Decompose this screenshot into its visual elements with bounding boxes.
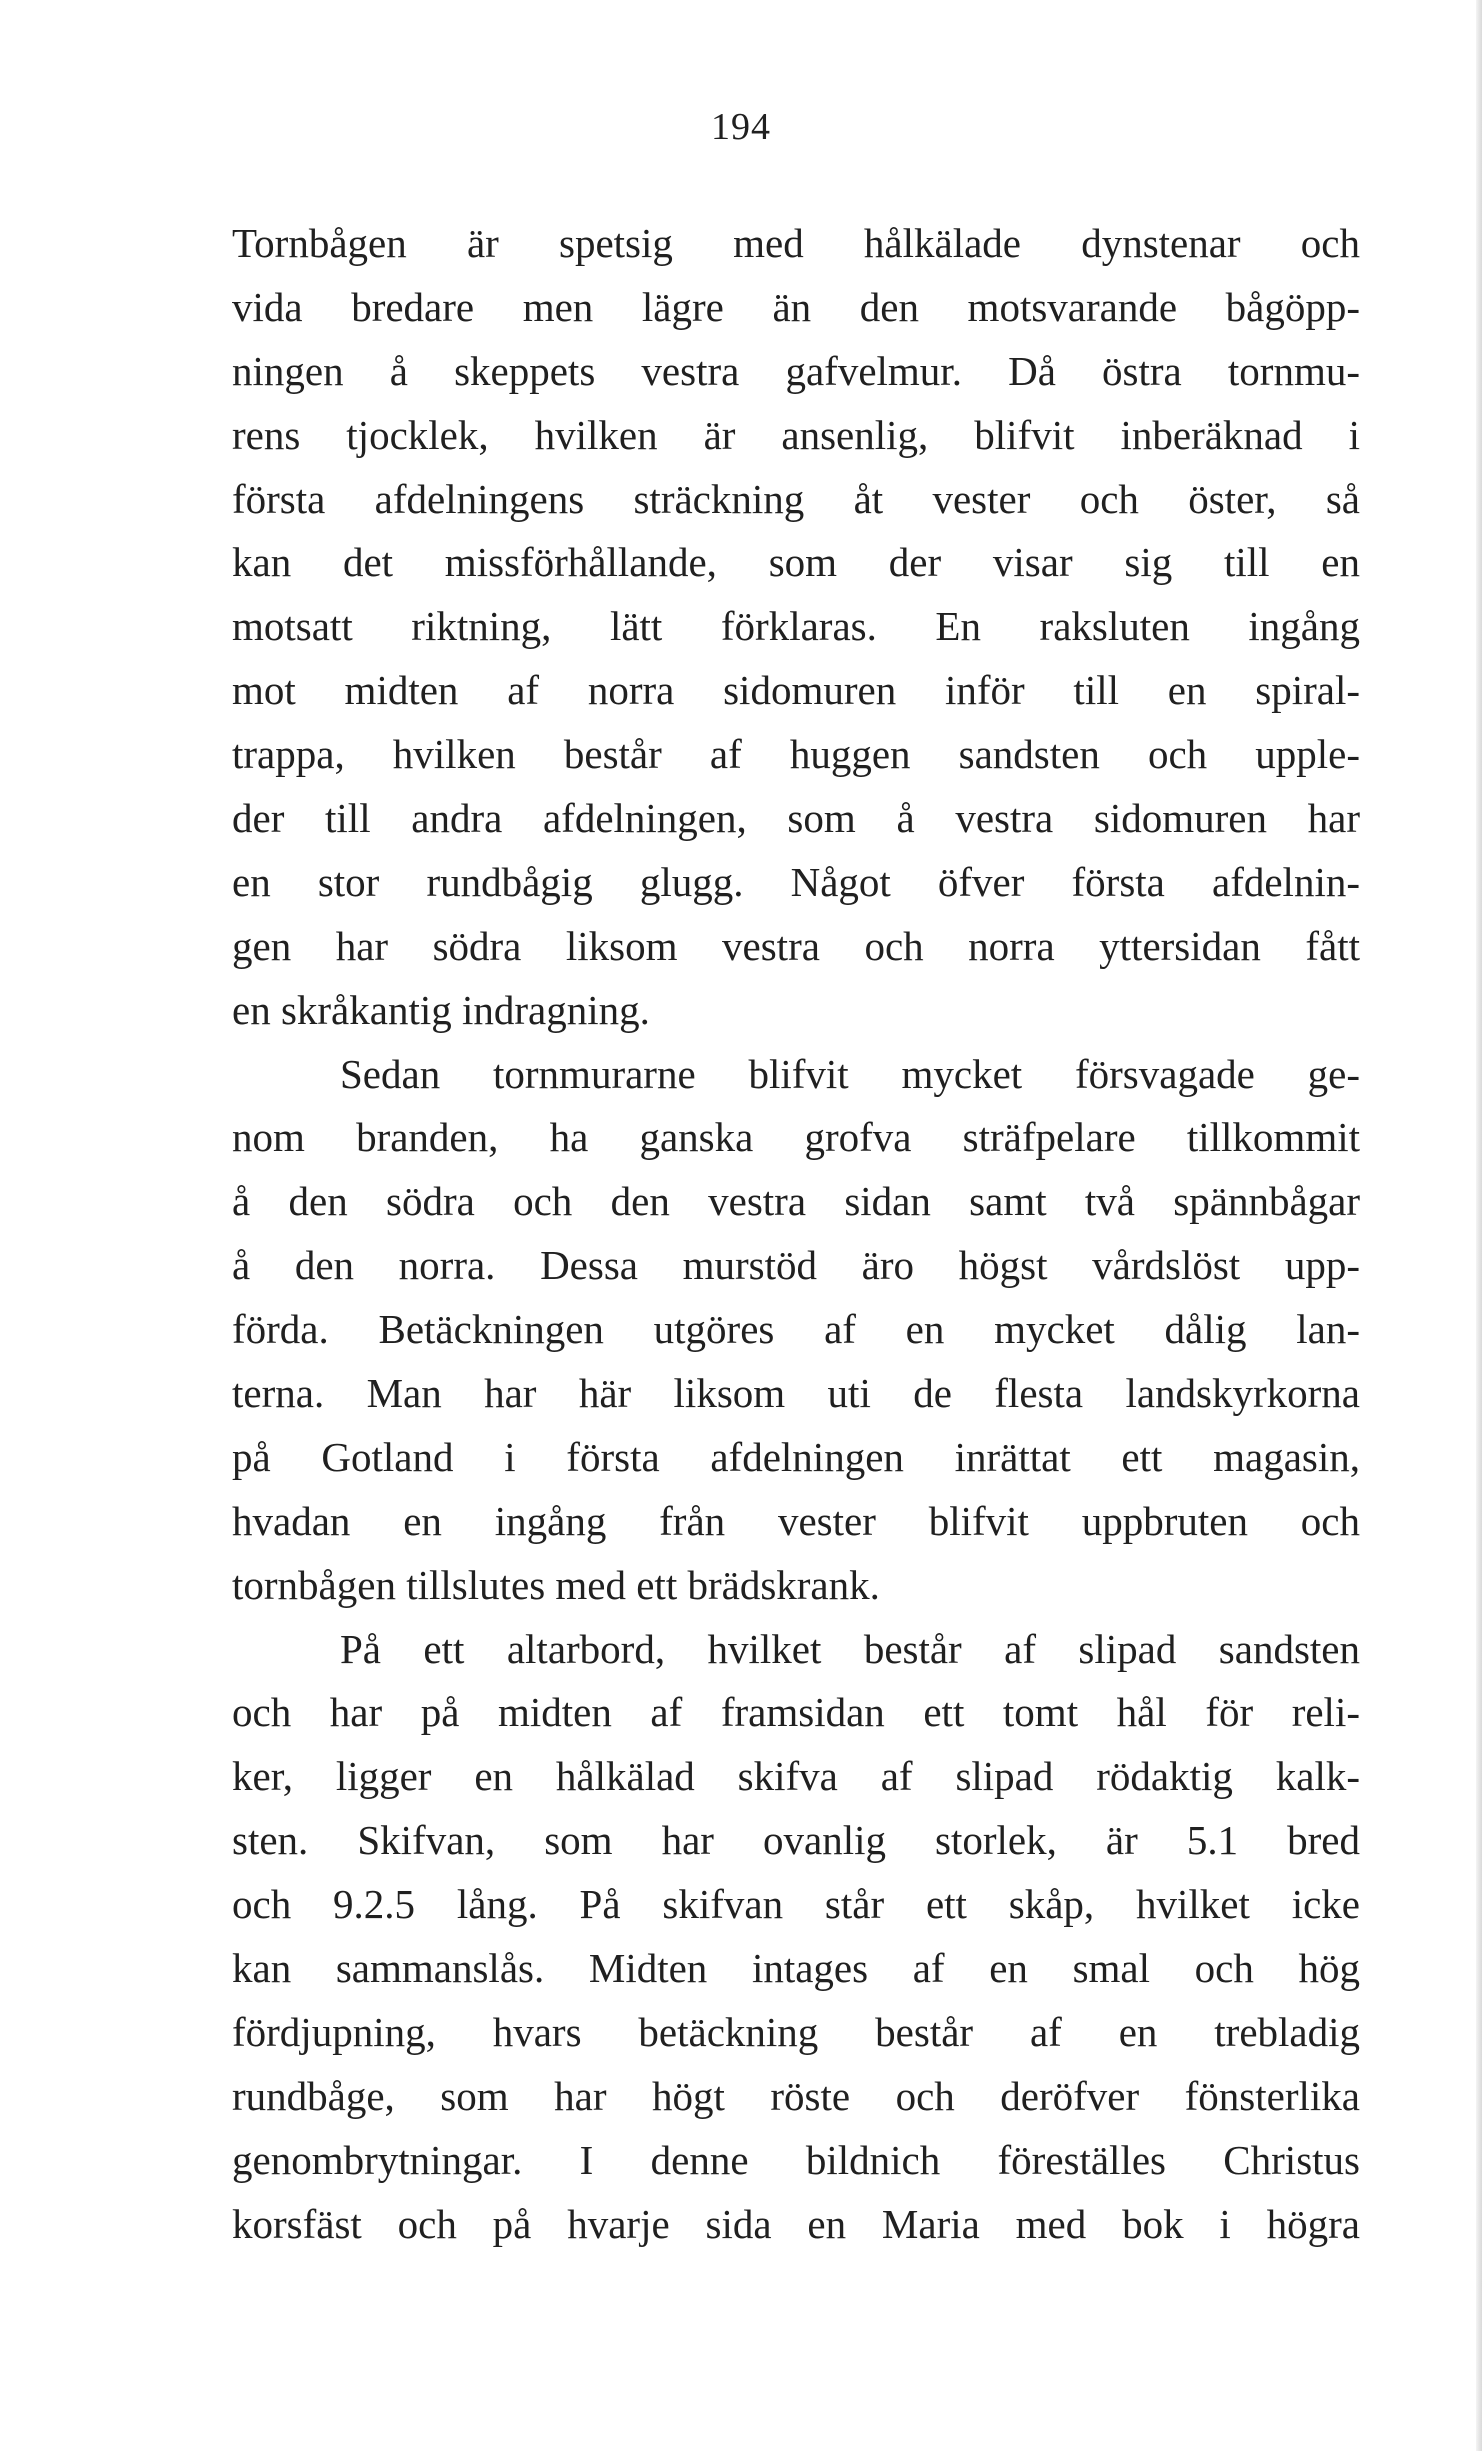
page-edge-shadow (1476, 0, 1482, 2451)
text-line: der till andra afdelningen, som å vestra sidomuren har (232, 795, 1360, 842)
text-line: gen har södra liksom vestra och norra yttersidan fått (232, 922, 1360, 969)
text-line: Sedan tornmurarne blifvit mycket försvagade ge- (340, 1050, 1360, 1097)
text-line: en skråkantig indragning. (232, 986, 650, 1033)
text-line: nom branden, ha ganska grofva sträfpelare tillkommit (232, 1114, 1360, 1161)
text-line: på Gotland i första afdelningen inrättat ett magasin, (232, 1433, 1360, 1480)
text-line: å den norra. Dessa murstöd äro högst vårdslöst upp- (232, 1242, 1360, 1289)
text-line: mot midten af norra sidomuren inför till en spiral- (232, 667, 1360, 714)
text-line: en stor rundbågig glugg. Något öfver första afdelnin- (232, 858, 1360, 905)
text-line: tornbågen tillslutes med ett brädskrank. (232, 1561, 880, 1608)
text-line: ker, ligger en hålkälad skifva af slipad rödaktig kalk- (232, 1753, 1360, 1800)
text-line: terna. Man har här liksom uti de flesta landskyrkorna (232, 1370, 1360, 1417)
text-line: fördjupning, hvars betäckning består af en trebladig (232, 2008, 1360, 2055)
text-line: å den södra och den vestra sidan samt två spännbågar (232, 1178, 1360, 1225)
text-line: Tornbågen är spetsig med hålkälade dynstenar och (232, 220, 1360, 266)
text-line: ningen å skeppets vestra gafvelmur. Då östra tornmu- (232, 347, 1360, 394)
text-line: hvadan en ingång från vester blifvit uppbruten och (232, 1497, 1360, 1544)
text-line: sten. Skifvan, som har ovanlig storlek, är 5.1 bred (232, 1817, 1360, 1864)
text-line: kan det missförhållande, som der visar sig till en (232, 539, 1360, 586)
text-line: genombrytningar. I denne bildnich föreställes Christus (232, 2136, 1360, 2183)
text-line: rens tjocklek, hvilken är ansenlig, blifvit inberäknad i (232, 411, 1360, 458)
text-line: och har på midten af framsidan ett tomt hål för reli- (232, 1689, 1360, 1736)
text-line: kan sammanslås. Midten intages af en smal och hög (232, 1945, 1360, 1992)
text-line: korsfäst och på hvarje sida en Maria med bok i högra (232, 2200, 1360, 2247)
text-line: förda. Betäckningen utgöres af en mycket dålig lan- (232, 1306, 1360, 1353)
text-line: vida bredare men lägre än den motsvarande bågöpp- (232, 283, 1360, 330)
text-line: På ett altarbord, hvilket består af slipad sandsten (340, 1625, 1360, 1672)
text-line: rundbåge, som har högt röste och deröfver fönsterlika (232, 2072, 1360, 2119)
text-line: trappa, hvilken består af huggen sandsten och upple- (232, 731, 1360, 778)
text-line: och 9.2.5 lång. På skifvan står ett skåp, hvilket icke (232, 1881, 1360, 1928)
page-number: 194 (711, 106, 771, 148)
text-line: första afdelningens sträckning åt vester och öster, så (232, 475, 1360, 522)
body-text (232, 212, 1360, 2257)
text-line: motsatt riktning, lätt förklaras. En raksluten ingång (232, 603, 1360, 650)
